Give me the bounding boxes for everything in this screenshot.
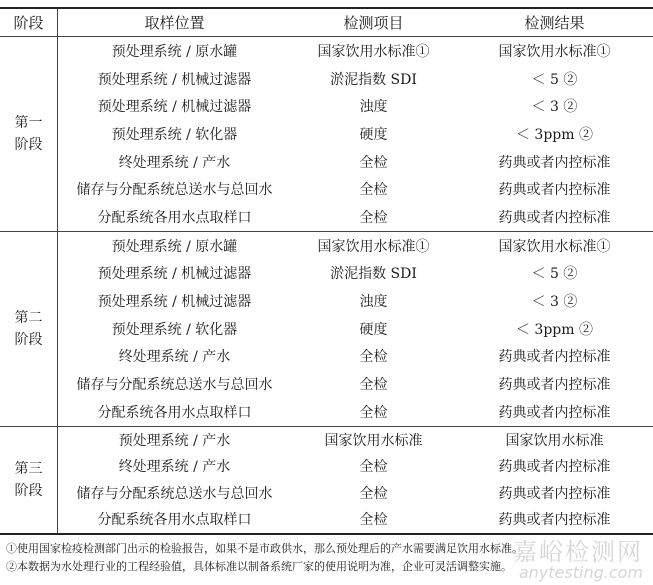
location-cell: 分配系统各用水点取样口	[97, 404, 252, 421]
item-cell: 全检	[359, 182, 388, 199]
item-cell: 国家饮用水标准①	[291, 231, 456, 259]
location-cell: 预处理系统 / 产水	[58, 426, 292, 453]
location-cell: 终处理系统 / 产水	[118, 154, 231, 171]
result-cell: 药典或者内控标准	[498, 209, 611, 226]
result-cell: 药典或者内控标准	[456, 506, 653, 534]
result-cell: 国家饮用水标准①	[456, 37, 653, 65]
item-cell: 硬度	[359, 321, 388, 338]
result-cell: ＜ 3 ②	[531, 99, 578, 116]
location-cell: 预处理系统 / 原水罐	[58, 231, 292, 259]
watermark-en: anytesting.com	[518, 563, 643, 582]
footnotes	[6, 540, 523, 576]
location-cell: 储存与分配系统总送水与总回水	[76, 377, 273, 394]
location-cell: 终处理系统 / 产水	[118, 349, 231, 366]
location-cell: 预处理系统 / 机械过滤器	[97, 71, 252, 88]
location-cell: 预处理系统 / 机械过滤器	[97, 294, 252, 311]
table-row	[0, 315, 653, 343]
item-cell: 淤泥指数 SDI	[330, 71, 417, 88]
result-cell: ＜ 3ppm ②	[515, 126, 593, 143]
item-cell: 国家饮用水标准①	[291, 37, 456, 65]
table-row	[0, 260, 653, 288]
item-cell: 全检	[359, 404, 388, 421]
stage-cell: 第三 阶段	[0, 426, 58, 534]
location-cell: 预处理系统 / 软化器	[111, 126, 238, 143]
result-cell: 药典或者内控标准	[498, 404, 611, 421]
location-cell: 储存与分配系统总送水与总回水	[76, 182, 273, 199]
location-cell: 预处理系统 / 软化器	[111, 321, 238, 338]
footnote-2: ②本数据为水处理行业的工程经验值，具体标准以制备系统厂家的使用说明为准，企业可灵活调整实施。	[6, 560, 512, 573]
table-row	[0, 37, 653, 65]
item-cell: 全检	[291, 506, 456, 534]
table-row	[0, 370, 653, 398]
table-row	[0, 426, 653, 453]
location-cell: 终处理系统 / 产水	[118, 459, 231, 476]
stage-cell: 第二 阶段	[0, 231, 58, 426]
table-row	[0, 175, 653, 203]
result-cell: 药典或者内控标准	[498, 154, 611, 171]
result-cell: 药典或者内控标准	[498, 485, 611, 502]
table-row	[0, 506, 653, 534]
table-row	[0, 453, 653, 480]
table-row	[0, 120, 653, 148]
location-cell: 储存与分配系统总送水与总回水	[76, 485, 273, 502]
result-cell: ＜ 5 ②	[531, 266, 578, 283]
table-row	[0, 287, 653, 315]
location-cell: 分配系统各用水点取样口	[58, 506, 292, 534]
location-cell: 预处理系统 / 原水罐	[58, 37, 292, 65]
item-cell: 浊度	[359, 99, 388, 116]
result-cell: 药典或者内控标准	[498, 182, 611, 199]
watermark	[513, 532, 643, 582]
watermark-cn: 嘉峪检测网	[513, 538, 643, 566]
item-cell: 全检	[359, 377, 388, 394]
item-cell: 全检	[359, 209, 388, 226]
result-cell: 国家饮用水标准①	[456, 231, 653, 259]
stage-cell: 第一 阶段	[0, 37, 58, 232]
result-cell: ＜ 3ppm ②	[515, 321, 593, 338]
result-cell: 药典或者内控标准	[498, 349, 611, 366]
header-item: 检测项目	[291, 8, 456, 37]
item-cell: 国家饮用水标准	[291, 426, 456, 453]
footnote-1: ①使用国家检疫检测部门出示的检验报告，如果不是市政供水，那么预处理后的产水需要满足饮用水标准。	[6, 542, 523, 555]
result-cell: 药典或者内控标准	[498, 377, 611, 394]
result-cell: ＜ 3 ②	[531, 294, 578, 311]
location-cell: 预处理系统 / 机械过滤器	[97, 99, 252, 116]
item-cell: 全检	[359, 154, 388, 171]
item-cell: 全检	[359, 349, 388, 366]
result-cell: 国家饮用水标准	[456, 426, 653, 453]
item-cell: 淤泥指数 SDI	[330, 266, 417, 283]
header-stage: 阶段	[0, 8, 58, 37]
header-location: 取样位置	[58, 8, 292, 37]
table-row	[0, 203, 653, 231]
table-row	[0, 65, 653, 93]
item-cell: 全检	[359, 459, 388, 476]
table-row	[0, 398, 653, 426]
table-row	[0, 231, 653, 259]
table-row	[0, 343, 653, 371]
table-row	[0, 480, 653, 507]
location-cell: 分配系统各用水点取样口	[97, 209, 252, 226]
table-row	[0, 92, 653, 120]
item-cell: 硬度	[359, 126, 388, 143]
table-row	[0, 148, 653, 176]
header-result: 检测结果	[456, 8, 653, 37]
result-cell: ＜ 5 ②	[531, 71, 578, 88]
water-testing-table	[0, 7, 653, 535]
item-cell: 全检	[359, 485, 388, 502]
item-cell: 浊度	[359, 294, 388, 311]
header-row	[0, 8, 653, 37]
result-cell: 药典或者内控标准	[498, 459, 611, 476]
location-cell: 预处理系统 / 机械过滤器	[97, 266, 252, 283]
